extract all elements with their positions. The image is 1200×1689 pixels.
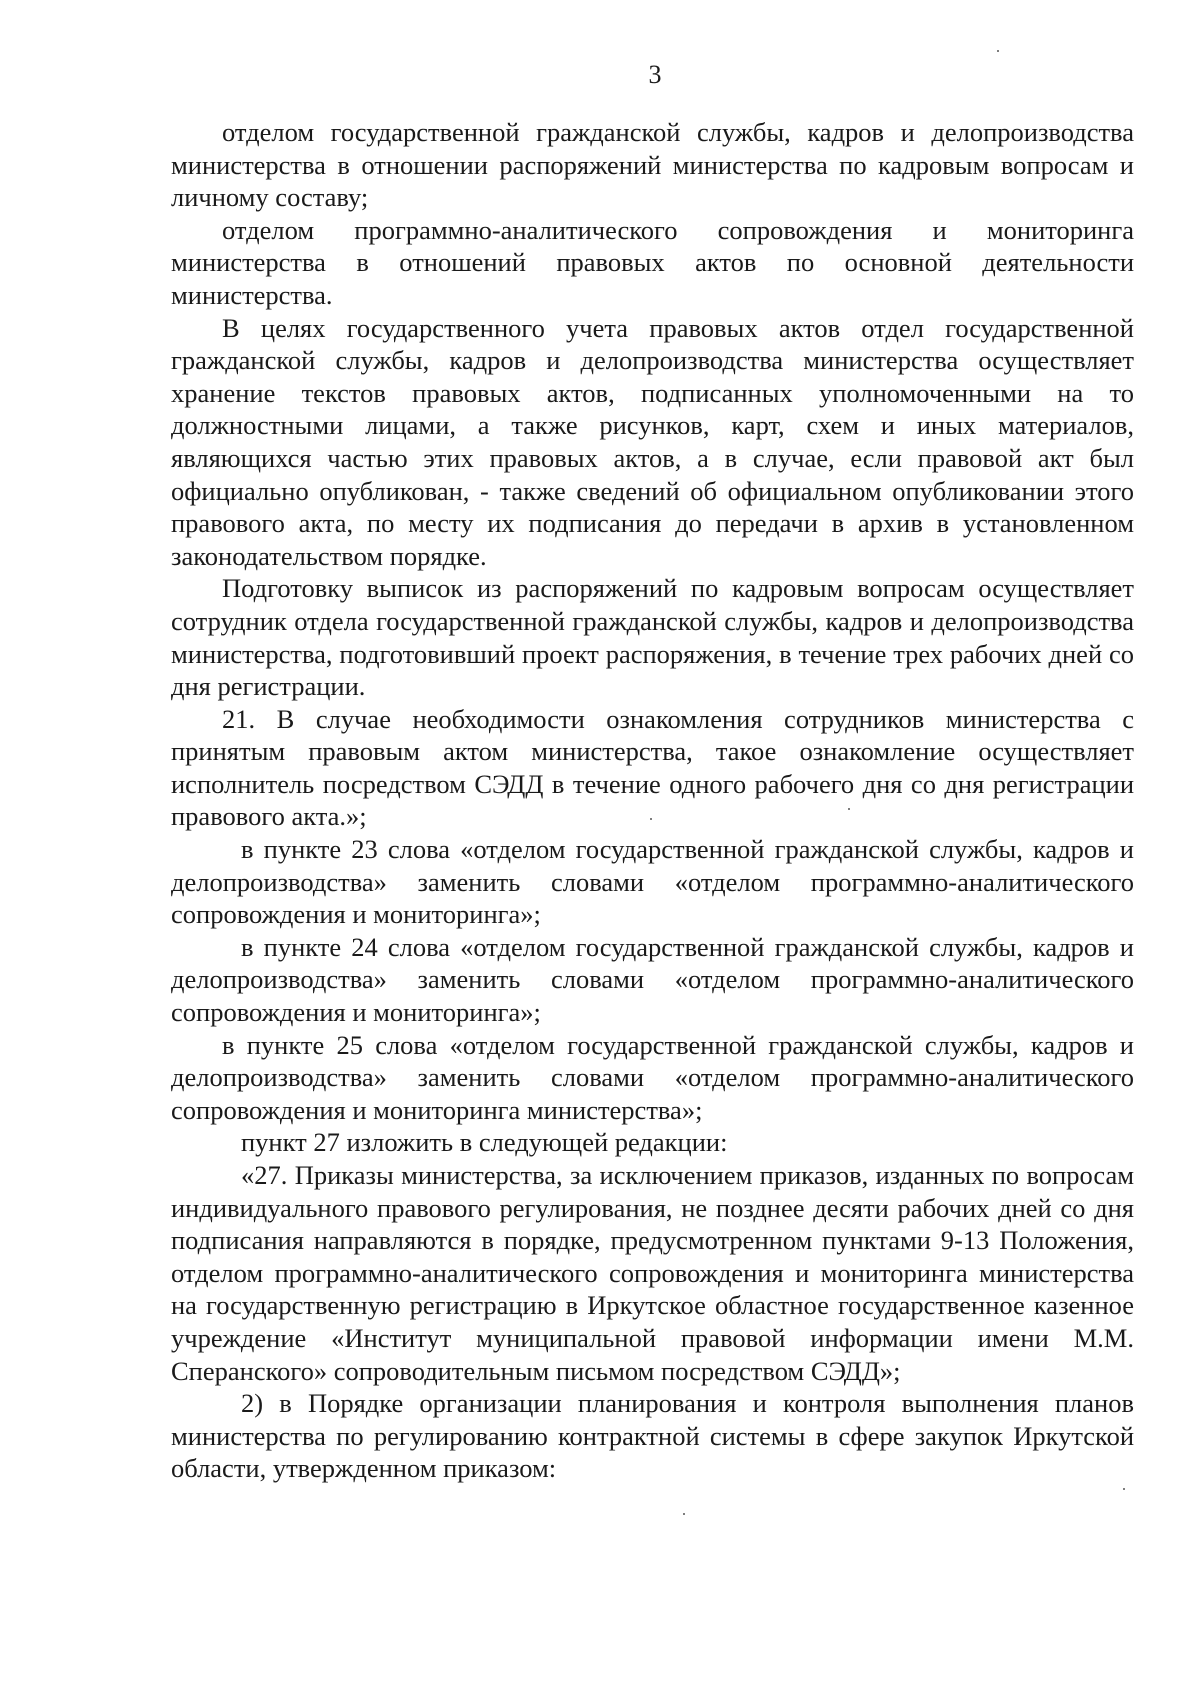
paragraph-clause-27-text: «27. Приказы министерства, за исключением приказов, изданных по вопросам индивидуального правового регулирования, не позднее десяти рабочих дней со дня подписания направляются в порядке, предусмотренном пунктами 9-13 Положения, отделом программно-аналитического сопровождения и мониторинга министерства на государственную регистрацию в Иркутское областное государственное казенное учреждение «Институт муниципальной правовой информации имени М.М. Сперанского» сопроводительным письмом посредством СЭДД»; [171,1160,1134,1386]
paragraph-item-2: 2) в Порядке организации планирования и контроля выполнения планов министерства по регулированию контрактной системы в сфере закупок Иркутской области, утвержденном приказом: [171,1388,1134,1484]
paragraph-records-analytics: отделом программно-аналитического сопровождения и мониторинга министерства в отношений правовых актов по основной деятельности министерства. [171,214,1134,310]
scan-speck [997,50,999,52]
document-body [171,116,1134,1485]
paragraph-records-personnel: отделом государственной гражданской службы, кадров и делопроизводства министерства в отношении распоряжений министерства по кадровым вопросам и личному составу; [171,117,1134,213]
paragraph-amend-clause-25: в пункте 25 слова «отделом государственной гражданской службы, кадров и делопроизводства» заменить словами «отделом программно-аналитического сопровождения и мониторинга министерства»; [171,1029,1134,1125]
paragraph-amend-clause-23: в пункте 23 слова «отделом государственной гражданской службы, кадров и делопроизводства» заменить словами «отделом программно-аналитического сопровождения и мониторинга»; [171,834,1134,930]
page-number: 3 [648,60,662,89]
scan-speck [683,1513,685,1515]
scan-speck [1123,1488,1125,1490]
scan-speck [650,818,652,820]
scan-speck [848,808,850,810]
paragraph-extracts-preparation: Подготовку выписок из распоряжений по кадровым вопросам осуществляет сотрудник отдела государственной гражданской службы, кадров и делопроизводства министерства, подготовивший проект распоряжения, в течение трех рабочих дней со дня регистрации. [171,573,1134,702]
paragraph-amend-clause-24: в пункте 24 слова «отделом государственной гражданской службы, кадров и делопроизводства» заменить словами «отделом программно-аналитического сопровождения и мониторинга»; [171,931,1134,1028]
paragraph-state-accounting: В целях государственного учета правовых актов отдел государственной гражданской службы, кадров и делопроизводства министерства осуществляет хранение текстов правовых актов, подписанных уполномоченными на то должностными лицами, а также рисунков, карт, схем и иных материалов, являющихся частью этих правовых актов, а в случае, если правовой акт был официально опубликован, - также сведений об официальном опубликовании этого правового акта, по месту их подписания до передачи в архив в установленном законодательством порядке. [171,312,1134,571]
paragraph-clause-27-intro: пункт 27 изложить в следующей редакции: [241,1127,728,1158]
paragraph-clause-21: 21. В случае необходимости ознакомления сотрудников министерства с принятым правовым актом министерства, такое ознакомление осуществляет исполнитель посредством СЭДД в течение одного рабочего дня со дня регистрации правового акта.»; [171,703,1134,832]
